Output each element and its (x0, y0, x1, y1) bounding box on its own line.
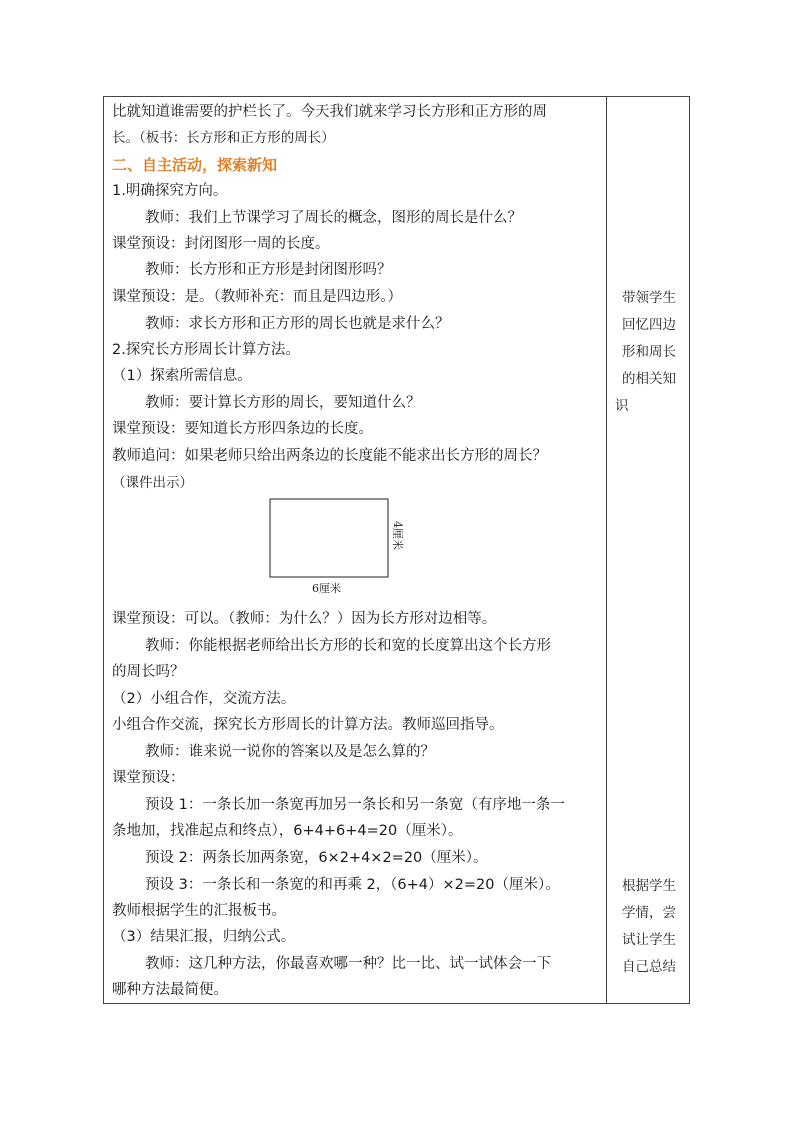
text-line: 课堂预设：可以。（教师：为什么？）因为长方形对边相等。 (112, 611, 497, 627)
side-note-line: 根据学生 (622, 878, 676, 894)
section-heading: 二、自主活动，探索新知 (112, 156, 278, 174)
side-note-summary (607, 873, 691, 981)
text-line: 课堂预设：要知道长方形四条边的长度。 (112, 421, 373, 437)
text-line: 教师追问：如果老师只给出两条边的长度能不能求出长方形的周长？ (112, 448, 547, 464)
text-line: 的周长吗？ (112, 664, 185, 680)
text-line: 教师：这几种方法，你最喜欢哪一种？比一比、试一试体会一下 (145, 956, 551, 972)
side-note-line: 形和周长 (622, 344, 676, 360)
text-line: 小组合作交流，探究长方形周长的计算方法。教师巡回指导。 (112, 717, 504, 733)
side-note-line: 的相关知 (622, 371, 676, 387)
rectangle-figure (264, 495, 404, 601)
side-note-review (607, 285, 691, 420)
text-line: 教师根据学生的汇报板书。 (112, 903, 286, 919)
text-line: 课堂预设：封闭图形一周的长度。 (112, 236, 330, 252)
text-line: 教师：求长方形和正方形的周长也就是求什么？ (145, 316, 450, 332)
text-line: 课堂预设： (112, 770, 185, 786)
text-line: 1.明确探究方向。 (112, 183, 228, 199)
side-note-line: 带领学生 (622, 290, 676, 306)
side-note-line: 识 (615, 398, 629, 414)
width-label: 6厘米 (312, 582, 341, 595)
text-line: 预设 2：两条长加两条宽，6×2+4×2=20（厘米）。 (145, 850, 488, 866)
text-line: 2.探究长方形周长计算方法。 (112, 342, 300, 358)
text-line: 教师：谁来说一说你的答案以及是怎么算的？ (145, 744, 435, 760)
height-label: 4厘米 (391, 521, 404, 550)
side-note-line: 回忆四边 (622, 317, 676, 333)
side-note-line: 试让学生 (622, 932, 676, 948)
text-line: 课堂预设：是。（教师补充：而且是四边形。） (112, 289, 402, 305)
text-line: 预设 1：一条长加一条宽再加另一条长和另一条宽（有序地一条一 (145, 797, 565, 813)
side-note-line: 学情，尝 (622, 905, 676, 921)
text-line: （课件出示） (112, 475, 193, 491)
text-line: 教师：长方形和正方形是封闭图形吗？ (145, 262, 392, 278)
lesson-table (103, 96, 690, 1004)
text-line: 教师：我们上节课学习了周长的概念，图形的周长是什么？ (145, 210, 522, 226)
text-line: 条地加，找准起点和终点），6+4+6+4=20（厘米）。 (112, 823, 463, 839)
side-note-line: 自己总结 (622, 959, 676, 975)
text-line: 比就知道谁需要的护栏长了。今天我们就来学习长方形和正方形的周 (112, 104, 547, 120)
text-line: （2）小组合作，交流方法。 (112, 691, 296, 707)
column-divider (606, 97, 607, 1003)
text-line: 教师：你能根据老师给出长方形的长和宽的长度算出这个长方形 (145, 638, 551, 654)
text-line: （1）探索所需信息。 (112, 368, 252, 384)
text-line: 哪种方法最简便。 (112, 982, 228, 998)
text-line: 长。（板书：长方形和正方形的周长） (112, 130, 335, 146)
text-line: （3）结果汇报，归纳公式。 (112, 929, 296, 945)
text-line: 教师：要计算长方形的周长，要知道什么？ (145, 395, 421, 411)
text-line: 预设 3：一条长和一条宽的和再乘 2，（6+4）×2=20（厘米）。 (145, 877, 560, 893)
